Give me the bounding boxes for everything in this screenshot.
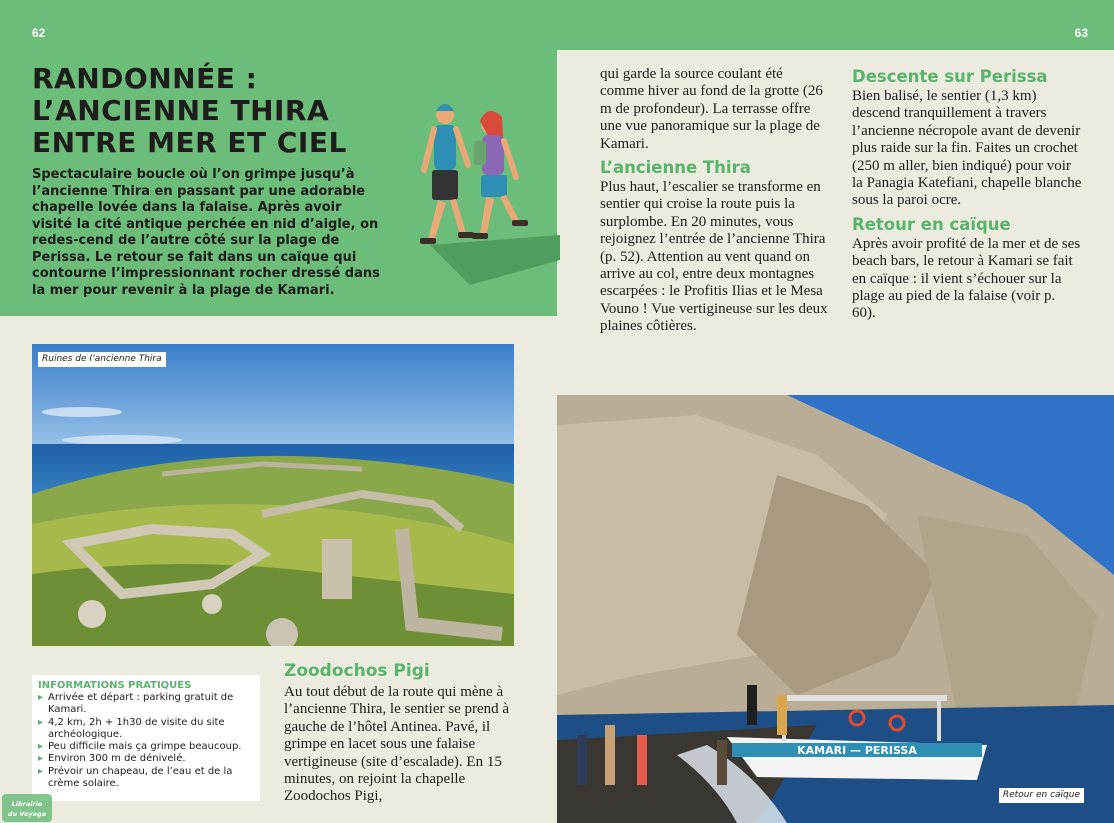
svg-text:Librairie: Librairie [11,800,43,808]
intro-paragraph: Spectaculaire boucle où l’on grimpe jusqu’à l’ancienne Thira en passant par une adorable chapelle lovée dans la falaise. Après avoir visité la cité antique perchée en nid d’aigle, on redes-cend de l’autre côté sur la plage de Perissa. Le retour se fait dans un caïque qui contourne l’impressionnant rocher dressé dans la mer pour revenir à la plage de Kamari. [32,167,380,298]
mid-paragraph-1: qui garde la source coulant été comme hiver au fond de la grotte (26 m de profondeur). La terrasse offre une vue panoramique sur la plage de Kamari. [600,66,823,152]
info-item: ▸ Environ 300 m de dénivelé. [38,753,254,765]
mid-paragraph-2: Plus haut, l’escalier se transforme en sentier qui croise la route puis la surplombe. En 20 minutes, vous rejoignez l’entrée de l’ancienne Thira (p. 52). Attention au vent quand on arrive au col, entre deux montagnes escarpées : le Profitis Ilias et le Mesa Vouno ! Vue vertigineuse sur les deux plaines côtières. [600,179,828,335]
svg-text:du Voyage: du Voyage [7,810,47,818]
page-number-left: 62 [32,26,46,40]
librairie-du-voyage-logo [2,794,52,822]
title-line-2: L’ANCIENNE THIRA [32,94,330,127]
right-column [852,66,1082,327]
middle-column [600,66,828,340]
info-item: ▸ Peu difficile mais ça grimpe beaucoup. [38,741,254,753]
info-item: ▸ 4,2 km, 2h + 1h30 de visite du site archéologique. [38,717,254,742]
boat-name: KAMARI — PERISSA [797,744,917,757]
hikers-illustration [410,95,560,295]
zoodochos-section [284,660,520,806]
right-paragraph-1: Bien balisé, le sentier (1,3 km) descend tranquillement à travers l’ancienne nécropole avant de devenir plus raide sur la fin. Faites un crochet (250 m aller, bien indiqué) pour voir la Panagia Katefiani, chapelle blanche sous la paroi ocre. [852,88,1082,209]
title-line-1: RANDONNÉE : [32,62,258,95]
caption-boat: Retour en caïque [999,788,1084,803]
zoodochos-text: Au tout début de la route qui mène à l’ancienne Thira, le sentier se prend à gauche de l’hôtel Antinea. Pavé, il grimpe en lacet sous une falaise vertigineuse (site d’escalade). En 15 minutes, on rejoint la chapelle Zoodochos Pigi, [284,684,510,805]
caption-ruins: Ruines de l’ancienne Thira [38,352,166,367]
boat-cliff-photo [557,395,1114,823]
info-item: ▸ Prévoir un chapeau, de l’eau et de la crème solaire. [38,766,254,791]
right-paragraph-2: Après avoir profité de la mer et de ses beach bars, le retour à Kamari se fait en caïque : il vient s’échouer sur la plage au pied de la falaise (voir p. 60). [852,235,1081,322]
practical-info-box [32,675,260,801]
heading-descente-perissa: Descente sur Perissa [852,67,1048,86]
heading-zoodochos-pigi: Zoodochos Pigi [284,661,430,681]
info-item: ▸ Arrivée et départ : parking gratuit de Kamari. [38,692,254,717]
info-title: INFORMATIONS PRATIQUES [38,680,192,691]
heading-retour-caique: Retour en caïque [852,214,1011,234]
ruins-photo [32,344,514,646]
page-number-right: 63 [1074,26,1088,40]
heading-ancienne-thira: L’ancienne Thira [600,158,751,178]
title-line-3: ENTRE MER ET CIEL [32,126,347,159]
page-title [32,63,412,159]
info-list [38,692,254,790]
